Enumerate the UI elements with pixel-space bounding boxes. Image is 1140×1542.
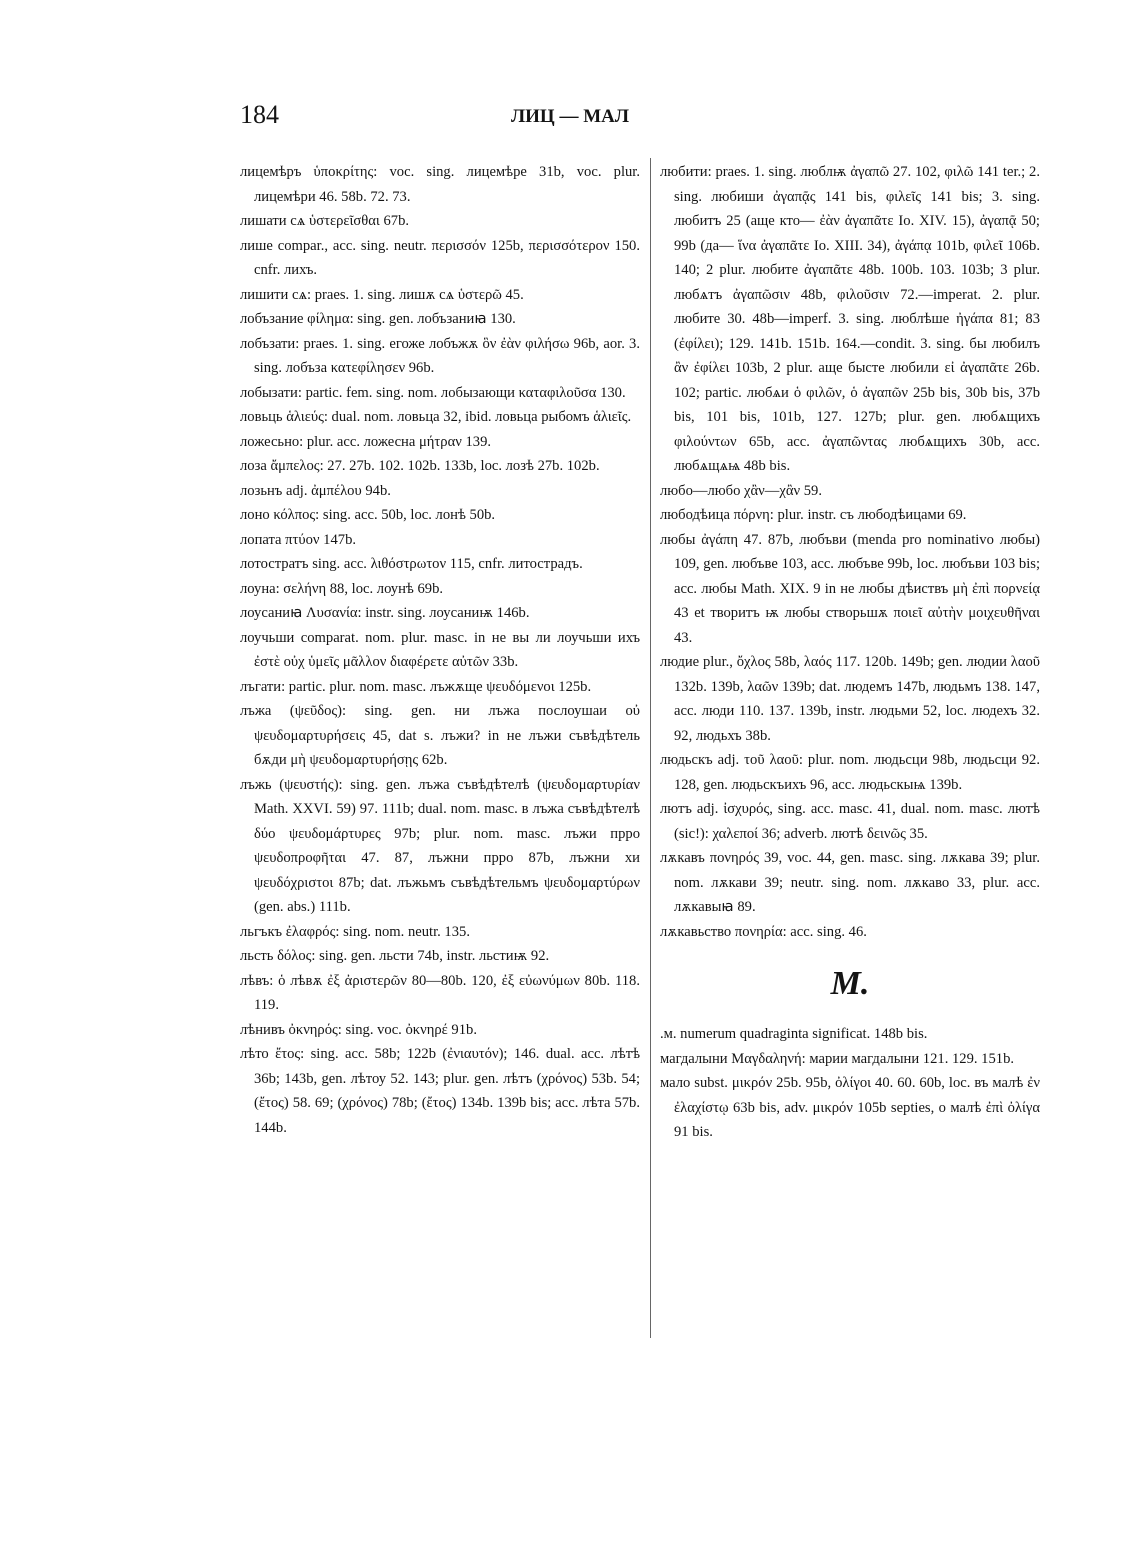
dictionary-entry: лопата πτύον 147b. bbox=[240, 531, 357, 548]
dictionary-entry: ложесьно: plur. acc. ложесна μήτραν 139. bbox=[240, 433, 492, 450]
dictionary-entry: лоучьши comparat. nom. plur. masc. in не вы ли лоучьши ихъ ἐστὲ οὐχ ὑμεῖς μᾶλλον διαφέρετε αὐτῶν 33b. bbox=[240, 629, 640, 670]
dictionary-entry: лѫкавьство πονηρία: acc. sing. 46. bbox=[660, 923, 867, 940]
dictionary-entry: лобызати: partic. fem. sing. nom. лобызающи καταφιλοῦσα 130. bbox=[240, 384, 626, 401]
dictionary-entry: магдалыни Μαγδαληνή: марии магдалыни 121. 129. 151b. bbox=[660, 1050, 1015, 1067]
dictionary-entry: любы ἀγάπη 47. 87b, любъви (menda pro nominativo любы) 109, gen. любъве 103, acc. любъве 99b, loc. любъви 103 bis; acc. любы Math. XIX. 9 in не любы дѣиствъ μὴ ἐπὶ πορνείᾳ 43 et творитъ ѭ любы створьшѫ ποιεῖ αὐτὴν μοιχευθῆναι 43. bbox=[660, 531, 1040, 646]
dictionary-entry: лѣнивъ ὀκνηρός: sing. voc. ὀκνηρέ 91b. bbox=[240, 1021, 477, 1038]
dictionary-entry: лъжа (ψεῦδος): sing. gen. ни лъжа послоушаи οὐ ψευδομαρτυρήσεις 45, dat s. лъжи? in не лъжи съвѣдѣтель бѫди μὴ ψευδομαρτυρήσῃς 62b. bbox=[240, 703, 640, 768]
dictionary-entry: лишати сѧ ὑστερεῖσθαι 67b. bbox=[240, 213, 410, 229]
dictionary-entry: мало subst. μικρόν 25b. 95b, ὀλίγοι 40. 60. 60b, loc. въ малѣ ἐν ἐλαχίστῳ 63b bis, adv. μικρόν 105b septies, о малѣ ἐπὶ ὀλίγα 91 bis. bbox=[660, 1075, 1040, 1140]
dictionary-entry: лѣвъ: ὁ лѣвѫ ἐξ ἀριστερῶν 80—80b. 120, ἐξ εὐωνύμων 80b. 118. 119. bbox=[240, 972, 640, 1013]
dictionary-entry: лъгати: partic. plur. nom. masc. лъжѫще ψευδόμενοι 125b. bbox=[240, 678, 592, 695]
dictionary-entry: .м. numerum quadraginta significat. 148b bis. bbox=[660, 1026, 928, 1042]
right-column bbox=[660, 160, 1040, 1145]
page-number: 184 bbox=[240, 100, 279, 129]
right-entries bbox=[660, 160, 1040, 944]
dictionary-entry: лотостратъ sing. acc. λιθόστρωτον 115, cnfr. литострадъ. bbox=[240, 556, 583, 572]
dictionary-entry: лишити сѧ: praes. 1. sing. лишѫ сѧ ὑστερῶ 45. bbox=[240, 286, 524, 303]
dictionary-entry: лоно κόλπος: sing. acc. 50b, loc. лонѣ 50b. bbox=[240, 507, 496, 523]
dictionary-entry: лоуна: σελήνη 88, loc. лоунѣ 69b. bbox=[240, 580, 444, 597]
dictionary-entry: лозьнъ adj. ἀμπέλου 94b. bbox=[240, 482, 391, 499]
dictionary-entry: лоза ἄμπελος: 27. 27b. 102. 102b. 133b, loc. лозѣ 27b. 102b. bbox=[240, 458, 600, 474]
dictionary-entry: лобъзание φίλημα: sing. gen. лобъзаниꙗ 130. bbox=[240, 311, 516, 327]
dictionary-entry: лѣто ἔτος: sing. acc. 58b; 122b (ἐνιαυτόν); 146. dual. acc. лѣтѣ 36b; 143b, gen. лѣтоу 52. 143; plur. gen. лѣтъ (χρόνος) 53b. 54; (ἔτος) 58. 69; (χρόνος) 78b; (ἔτος) 134b. 139b bis; acc. лѣта 57b. 144b. bbox=[240, 1046, 640, 1136]
right-entries-after bbox=[660, 1022, 1040, 1145]
left-column bbox=[240, 160, 640, 1140]
column-divider bbox=[650, 158, 651, 1338]
running-head: ЛИЦ — МАЛ bbox=[510, 106, 630, 127]
dictionary-entry: лѫкавъ πονηρός 39, voc. 44, gen. masc. sing. лѫкава 39; plur. nom. лѫкави 39; neutr. sing. nom. лѫкаво 33, plur. acc. лѫкавыꙗ 89. bbox=[660, 850, 1040, 915]
dictionary-entry: льгъкъ ἐλαφρός: sing. nom. neutr. 135. bbox=[240, 923, 470, 940]
letter-heading: М. bbox=[830, 965, 870, 1002]
dictionary-entry: лютъ adj. ἰσχυρός, sing. acc. masc. 41, dual. nom. masc. лютѣ (sic!): χαλεποί 36; adverb. лютѣ δεινῶς 35. bbox=[660, 801, 1040, 842]
dictionary-entry: лобъзати: praes. 1. sing. егоже лобъжѫ ὃν ἐὰν φιλήσω 96b, aor. 3. sing. лобъза κατεφίλησεν 96b. bbox=[240, 335, 640, 376]
dictionary-entry: любо—любо χἂν—χἂν 59. bbox=[660, 482, 822, 499]
dictionary-entry: лоусаниꙗ Λυσανία: instr. sing. лоусаниѭ 146b. bbox=[240, 605, 530, 621]
dictionary-entry: любити: praes. 1. sing. люблѭ ἀγαπῶ 27. 102, φιλῶ 141 ter.; 2. sing. любиши ἀγαπᾷς 141 bis, φιλεῖς 141 bis; 3. sing. любитъ 25 (аще кто— ἐὰν ἀγαπᾶτε Io. XIV. 15), ἀγαπᾷ 50; 99b (да— ἵνα ἀγαπᾶτε Io. XIII. 34), ἀγάπᾳ 101b, φιλεῖ 106b. 140; 2 plur. любите ἀγαπᾶτε 48b. 100b. 103. 103b; 3 plur. любѧтъ ἀγαπῶσιν 48b, φιλοῦσιν 72.—imperat. 2. plur. любите 30. 48b—imperf. 3. sing. люблѣше ἠγάπα 81; 83 (ἐφίλει); 129. 141b. 151b. 164.—condit. 3. sing. бы любилъ ἂν ἐφίλει 103b, 2 plur. аще бысте любили εἰ ἀγαπᾶτε 26b. 102; partic. любѧи ὁ φιλῶν, ὁ ἀγαπῶν 25b bis, 30b bis, 37b bis, 101 bis, 101b, 127. 127b; plur. gen. любѧщихъ φιλούντων 65b, acc. ἀγαπῶντας любѧщихъ 30b, acc. любѧщѧѩ 48b bis. bbox=[660, 164, 1040, 474]
dictionary-entry: людьскъ adj. τοῦ λαοῦ: plur. nom. людьсци 98b, людьсци 92. 128, gen. людьскъихъ 96, acc. людьскыѩ 139b. bbox=[660, 752, 1040, 793]
dictionary-entry: льсть δόλος: sing. gen. льсти 74b, instr. льстиѭ 92. bbox=[240, 948, 550, 964]
dictionary-entry: лицемѣръ ὑποκρίτης: voc. sing. лицемѣре 31b, voc. plur. лицемѣри 46. 58b. 72. 73. bbox=[240, 164, 640, 205]
dictionary-entry: любодѣица πόρνη: plur. instr. съ любодѣицами 69. bbox=[660, 507, 967, 523]
dictionary-entry: людие plur., ὄχλος 58b, λαός 117. 120b. 149b; gen. людии λαοῦ 132b. 139b, λαῶν 139b; dat. людемъ 147b, людьмъ 138. 147, acc. люди 110. 137. 139b, instr. людьми 52, loc. людехъ 32. 92, людьхъ 38b. bbox=[660, 654, 1040, 744]
dictionary-entry: лъжь (ψευστής): sing. gen. лъжа съвѣдѣтелѣ (ψευδομαρτυρίαν Math. XXVI. 59) 97. 111b; dual. nom. masc. в лъжа съвѣдѣтелѣ δύο ψευδομάρτυρες 97b; plur. nom. masc. лъжи прро ψευδοπροφῆται 47. 87, лъжни прро 87b, лъжни хи ψευδόχριστοι 87b; dat. лъжьмъ съвѣдѣтельмъ ψευδομαρτύρων (gen. abs.) 111b. bbox=[240, 776, 640, 915]
dictionary-entry: лише compar., acc. sing. neutr. περισσόν 125b, περισσότερον 150. cnfr. лихъ. bbox=[240, 237, 640, 278]
dictionary-entry: ловьць ἁλιεύς: dual. nom. ловьца 32, ibid. ловьца рыбомъ ἁλιεῖς. bbox=[240, 409, 632, 425]
